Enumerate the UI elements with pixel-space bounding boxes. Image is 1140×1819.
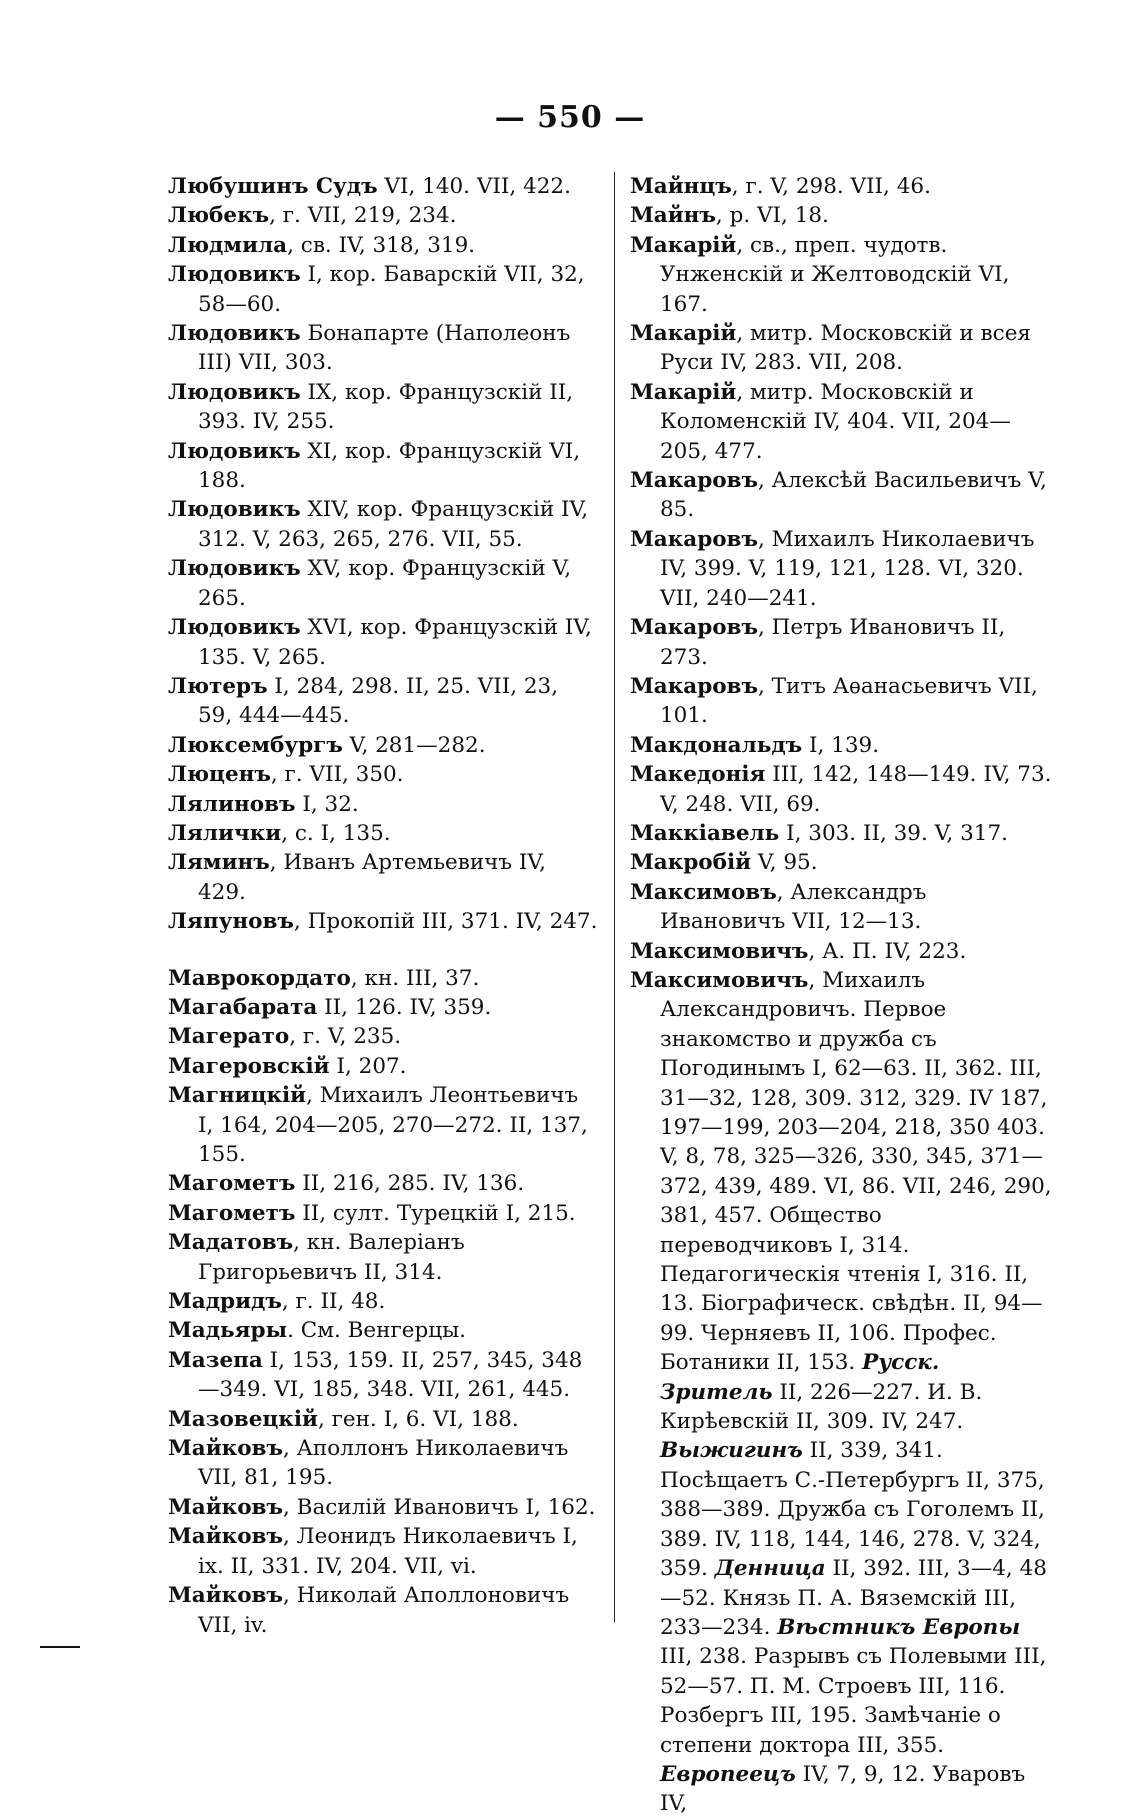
index-entry (168, 437, 598, 496)
entry-references: III, 142, 148—149. IV, 73. V, 248. VII, 69. (660, 762, 1052, 817)
entry-references: , р. VI, 18. (715, 203, 829, 229)
entry-heading: Максимовичъ (630, 967, 809, 993)
index-entry (168, 1493, 598, 1522)
entry-heading: Майнъ (630, 203, 716, 229)
entry-heading: Мазовецкій (168, 1406, 318, 1432)
entry-references: , Михаилъ Александровичъ. Первое знакомство и дружба съ Погодинымъ I, 62—63. II, 362. III, 31—32, 128, 309. 312, 329. IV 187, 197—199, 203—204, 218, 350 403. V, 8, 78, 325—326, 330, 345, 371—372, 439, 489. VI, 86. VII, 246, 290, 381, 457. Общество переводчиковъ I, 314. Педагогическія чтенія I, 316. II, 13. Біографическ. свѣдѣн. II, 94—99. Черняевъ II, 106. Профес. Ботаники II, 153. (660, 967, 1052, 1376)
entry-references: Бонапарте (Наполеонъ III) VII, 303. (198, 321, 571, 376)
entry-references: I, 303. II, 39. V, 317. (779, 820, 1008, 846)
entry-heading: Людовикъ (168, 497, 301, 523)
entry-references: , г. II, 48. (281, 1289, 386, 1315)
index-entry (630, 731, 1058, 760)
entry-references: , с. I, 135. (281, 820, 391, 846)
entry-references: , Василій Ивановичъ I, 162. (282, 1494, 596, 1520)
entry-title-italic: Вѣстникъ Европы (777, 1614, 1021, 1640)
entry-references: III, 238. Разрывъ съ Полевыми III, 52—57. П. М. Строевъ III, 116. Розбергъ III, 195. Замѣчаніе о степени доктора III, 355. (660, 1644, 1047, 1758)
entry-references: , г. V, 298. VII, 46. (731, 174, 931, 199)
index-entry (168, 1346, 598, 1405)
entry-heading: Макарій (630, 321, 737, 347)
entry-references: V, 95. (751, 850, 818, 876)
entry-heading: Мадьяры (168, 1318, 288, 1344)
index-entry (630, 201, 1058, 230)
index-entry (630, 672, 1058, 731)
index-entry (630, 848, 1058, 877)
entry-references: VI, 140. VII, 422. (377, 174, 571, 199)
entry-heading: Лютеръ (168, 673, 268, 699)
entry-heading: Мадатовъ (168, 1230, 294, 1256)
entry-references: , г. VII, 350. (270, 762, 404, 788)
index-entry (168, 1022, 598, 1051)
entry-heading: Магометъ (168, 1171, 296, 1197)
entry-references: II, султ. Турецкій I, 215. (295, 1200, 576, 1226)
entry-title-italic: Денница (714, 1556, 826, 1582)
entry-heading: Макробій (630, 850, 752, 876)
index-entry (630, 466, 1058, 525)
entry-references: , ген. I, 6. VI, 188. (317, 1406, 519, 1432)
index-entry (168, 1316, 598, 1345)
entry-references: , Николай Аполлоновичъ VII, iv. (198, 1583, 570, 1638)
entry-references: , митр. Московскій и Коломенскій IV, 404. VII, 204—205, 477. (660, 379, 1011, 464)
entry-heading: Мадридъ (168, 1289, 282, 1315)
entry-heading: Любекъ (168, 203, 270, 229)
entry-references: V, 281—282. (342, 732, 486, 758)
entry-heading: Мазепа (168, 1347, 263, 1373)
entry-references: I, кор. Баварскій VII, 32, 58—60. (198, 262, 585, 317)
entry-heading: Макаровъ (630, 673, 758, 699)
index-column-right (630, 172, 1058, 1819)
entry-references: , кн. Валеріанъ Григорьевичъ II, 314. (198, 1230, 465, 1285)
entry-references: I, 32. (295, 791, 359, 817)
entry-heading: Лялиновъ (168, 791, 296, 817)
entry-references: II, 126. IV, 359. (317, 994, 492, 1020)
entry-references: , митр. Московскій и всея Руси IV, 283. VII, 208. (660, 321, 1031, 376)
index-entry (168, 731, 598, 760)
index-entry (168, 1052, 598, 1081)
index-column-left (168, 172, 598, 1640)
entry-heading: Макаровъ (630, 468, 758, 494)
entry-references: II, 339, 341. Посѣщаетъ С.-Петербургъ II, 375, 388—389. Дружба съ Гоголемъ II, 389. IV, 118, 144, 146, 278. V, 324, 359. (660, 1438, 1045, 1582)
entry-references: IV, 7, 9, 12. Уваровъ IV, (660, 1761, 1026, 1817)
entry-heading: Макарій (630, 379, 737, 405)
entry-heading: Людовикъ (168, 321, 301, 347)
index-entry (168, 1405, 598, 1434)
index-entry (168, 1081, 598, 1169)
entry-heading: Макдональдъ (630, 732, 803, 758)
index-entry (630, 819, 1058, 848)
index-entry (630, 172, 1058, 201)
entry-references: . См. Венгерцы. (287, 1318, 467, 1344)
entry-heading: Макаровъ (630, 615, 758, 641)
entry-heading: Майковъ (168, 1524, 283, 1550)
index-entry (168, 1169, 598, 1198)
entry-heading: Максимовъ (630, 879, 777, 905)
index-entry (168, 964, 598, 993)
entry-heading: Людовикъ (168, 615, 301, 641)
entry-references: , г. VII, 219, 234. (269, 203, 457, 229)
index-entry (630, 613, 1058, 672)
entry-heading: Людовикъ (168, 379, 301, 405)
entry-heading: Македонія (630, 762, 766, 788)
entry-title-italic: Европеецъ (660, 1761, 796, 1787)
entry-references: II, 216, 285. IV, 136. (295, 1171, 525, 1197)
entry-references: XVI, кор. Французскій IV, 135. V, 265. (198, 615, 592, 670)
entry-heading: Ляминъ (168, 850, 270, 876)
entry-references: , А. П. IV, 223. (808, 938, 967, 964)
index-entry (168, 1287, 598, 1316)
entry-heading: Ляпуновъ (168, 909, 294, 935)
index-entry (168, 1199, 598, 1228)
entry-references: I, 139. (802, 732, 880, 758)
entry-heading: Майнцъ (630, 174, 732, 199)
entry-references: , Алексѣй Васильевичъ V, 85. (660, 468, 1047, 523)
entry-heading: Магометъ (168, 1200, 296, 1226)
index-entry (168, 1434, 598, 1493)
entry-heading: Лялички (168, 820, 282, 846)
entry-references: I, 153, 159. II, 257, 345, 348—349. VI, 185, 348. VII, 261, 445. (198, 1347, 583, 1403)
entry-heading: Магницкій (168, 1083, 307, 1109)
entry-heading: Люценъ (168, 762, 271, 788)
entry-heading: Магеровскій (168, 1053, 330, 1079)
entry-references: , Михаилъ Николаевичъ IV, 399. V, 119, 121, 128. VI, 320. VII, 240—241. (660, 526, 1035, 611)
entry-references: IX, кор. Французскій II, 393. IV, 255. (198, 379, 574, 435)
entry-references: , св. IV, 318, 319. (287, 232, 476, 258)
index-entry (168, 848, 598, 907)
entry-references: , Михаилъ Леонтьевичъ I, 164, 204—205, 270—272. II, 137, 155. (198, 1083, 588, 1167)
index-entry (168, 1228, 598, 1287)
index-entry (168, 172, 598, 201)
entry-heading: Маккіавель (630, 820, 780, 846)
index-entry (630, 525, 1058, 613)
entry-references: I, 207. (329, 1053, 407, 1079)
entry-heading: Макарій (630, 232, 737, 258)
entry-references: , Иванъ Артемьевичъ IV, 429. (198, 850, 547, 905)
index-entry (630, 378, 1058, 466)
index-entry (630, 231, 1058, 319)
margin-mark (40, 1646, 80, 1648)
index-entry (168, 1581, 598, 1640)
index-entry (168, 554, 598, 613)
index-entry (168, 231, 598, 260)
entry-references: , св., преп. чудотв. Унженскій и Желтоводскій VI, 167. (660, 232, 1010, 317)
index-entry (630, 319, 1058, 378)
entry-references: , г. V, 235. (289, 1024, 402, 1050)
entry-heading: Людовикъ (168, 556, 301, 582)
entry-heading: Магабарата (168, 994, 318, 1020)
entry-heading: Майковъ (168, 1583, 283, 1609)
entry-references: , Леонидъ Николаевичъ I, ix. II, 331. IV, 204. VII, vi. (198, 1524, 578, 1579)
entry-heading: Майковъ (168, 1494, 283, 1520)
index-entry (630, 937, 1058, 966)
entry-references: XV, кор. Французскій V, 265. (198, 556, 572, 611)
entry-references: II, 226—227. И. В. Кирѣевскій II, 309. IV, 247. (660, 1379, 983, 1435)
entry-title-italic: Русск. Зритель (660, 1350, 940, 1405)
entry-title-italic: Выжигинъ (660, 1438, 803, 1464)
entry-references: , Прокопій III, 371. IV, 247. (293, 909, 598, 935)
entry-heading: Макаровъ (630, 526, 758, 552)
entry-heading: Людмила (168, 232, 288, 258)
entry-references: , кн. III, 37. (350, 965, 480, 991)
entry-references: , Петръ Ивановичъ II, 273. (660, 615, 1006, 670)
entry-references: II, 392. III, 3—4, 48—52. Князь П. А. Вяземскій III, 233—234. (660, 1556, 1047, 1640)
entry-references: , Александръ Ивановичъ VII, 12—13. (660, 879, 927, 935)
page-number: — 550 — (494, 100, 646, 135)
section-gap (168, 937, 598, 964)
entry-references: XI, кор. Французскій VI, 188. (198, 438, 581, 494)
index-entry (168, 819, 598, 848)
index-entry (168, 907, 598, 936)
index-entry (168, 201, 598, 230)
index-entry (168, 378, 598, 437)
index-entry (168, 790, 598, 819)
entry-references: I, 284, 298. II, 25. VII, 23, 59, 444—445. (198, 673, 559, 729)
index-entry (168, 613, 598, 672)
entry-heading: Майковъ (168, 1436, 283, 1462)
index-entry (168, 495, 598, 554)
entry-heading: Люксембургъ (168, 732, 343, 758)
entry-heading: Максимовичъ (630, 938, 809, 964)
index-entry (630, 966, 1058, 1819)
column-divider (614, 172, 615, 1622)
index-entry (630, 878, 1058, 937)
index-entry (168, 1522, 598, 1581)
entry-heading: Маврокордато (168, 965, 351, 991)
index-entry (168, 993, 598, 1022)
index-entry (630, 760, 1058, 819)
entry-heading: Людовикъ (168, 438, 301, 464)
entry-heading: Магерато (168, 1024, 290, 1050)
entry-references: XIV, кор. Французскій IV, 312. V, 263, 265, 276. VII, 55. (198, 497, 589, 552)
index-entry (168, 760, 598, 789)
entry-heading: Людовикъ (168, 262, 301, 288)
entry-heading: Любушинъ Судъ (168, 174, 378, 199)
index-entry (168, 672, 598, 731)
entry-references: , Аполлонъ Николаевичъ VII, 81, 195. (198, 1436, 569, 1491)
entry-references: , Титъ Аѳанасьевичъ VII, 101. (660, 673, 1038, 729)
index-entry (168, 260, 598, 319)
index-entry (168, 319, 598, 378)
